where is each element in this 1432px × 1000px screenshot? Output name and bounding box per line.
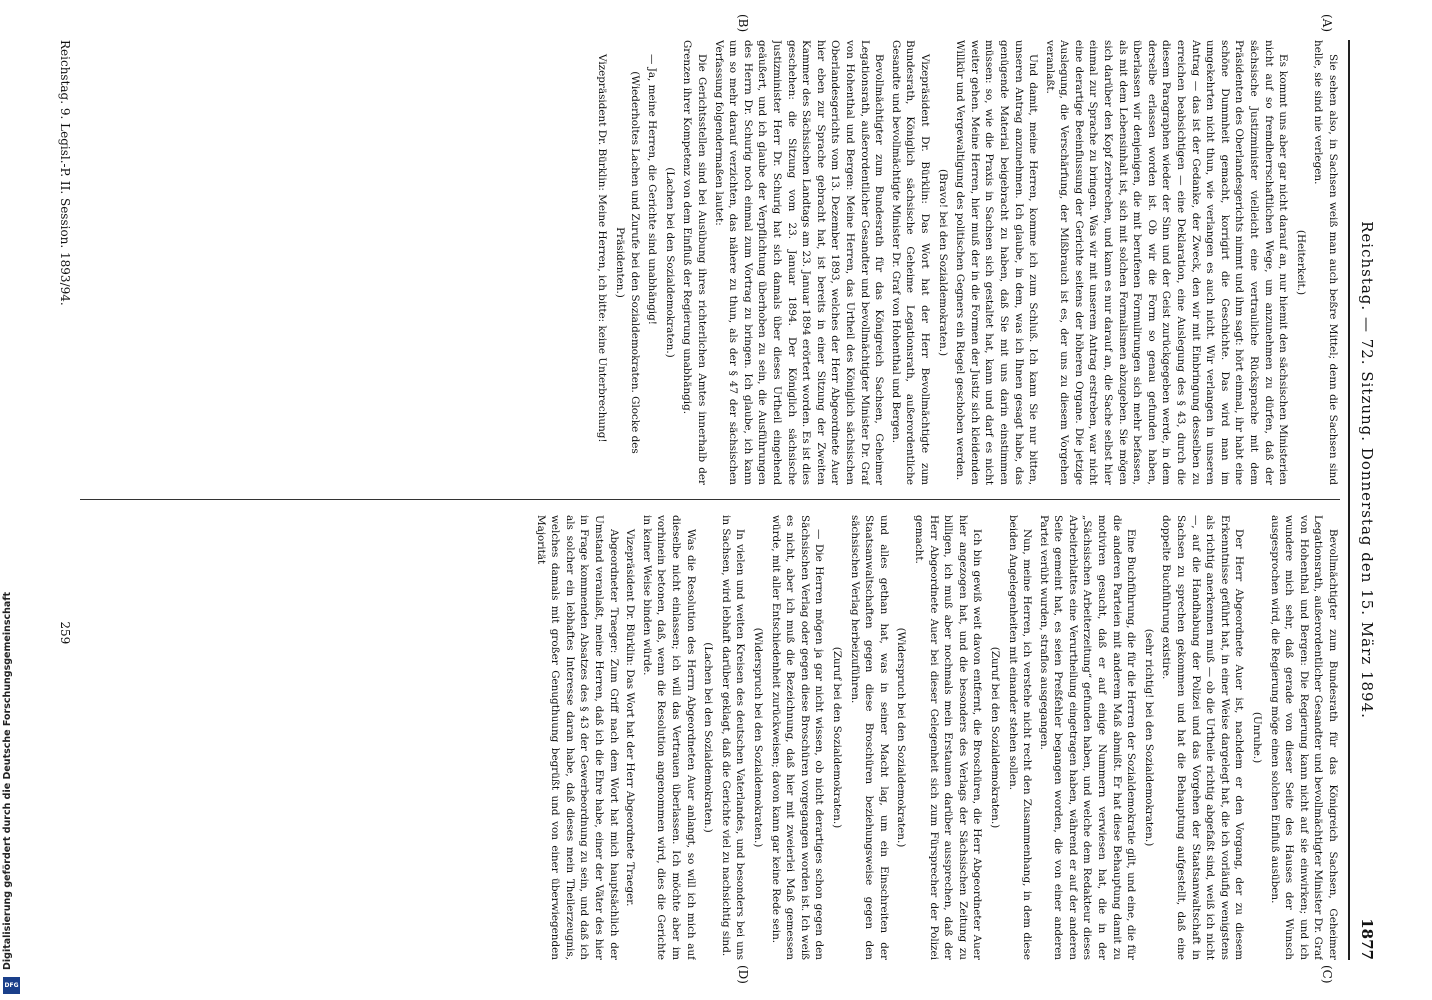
interjection: (Lachen bei den Sozialdemokraten.) (702, 642, 715, 833)
interjection: (Zuruf bei den Sozialdemokraten.) (831, 646, 843, 829)
paragraph: — Die Herren mögen ja gar nicht wissen, ob nicht derartiges schon gegen den Sächsischen Verlag oder gegen diese Broschüren vorgegangen worden ist. Ich weiß es nicht, aber ich muß die Bezeichnung, daß hier mit zweierlei Maß gemessen würde, mit aller Entschiedenheit zurückweisen; davon kann gar keine Rede sein. (769, 515, 826, 960)
dfg-logo-icon: DFG (3, 977, 20, 994)
page-title: Reichstag. — 72. Sitzung. Donnerstag den 15. März 1894. (1358, 221, 1376, 719)
interjection: (Wiederholtes Lachen und Zurufe bei den Sozialdemokraten. Glocke des Präsidenten.) (614, 71, 641, 454)
page-footer (58, 40, 72, 960)
interjection: (Unruhe.) (1251, 711, 1264, 764)
quotation: Die Gerichtsstellen sind bei Ausübung ihres richterlichen Amtes innerhalb der Grenzen ihrer Kompetenz von dem Einfluß der Regierung unabhängig. (681, 40, 709, 485)
paragraph: Vizepräsident Dr. Bürklin: Meine Herren, ich bitte: keine Unterbrechung! (596, 54, 609, 443)
right-column (80, 515, 1340, 960)
funding-notice: Digitalisierung gefördert durch die Deutsche Forschungsgemeinschaft (2, 592, 13, 970)
margin-letter-b: (B) (736, 14, 750, 33)
paragraph: Was die Resolution des Herrn Abgeordneten Auer anlangt, so will ich mich auf dieselbe nicht einlassen; ich will das Vertrauen überlassen. Ich möchte aber im vorhinein betonen, daß, wenn die Resolution angenommen wird, dies die Gerichte in keiner Weise binden würde. (640, 515, 697, 960)
footer-source: Reichstag. 9. Legisl.-P. II. Session. 1893/94. (58, 40, 72, 306)
paragraph: Abgeordneter Traeger: Zum Griff nach dem Wort hat mich hauptsächlich der Umstand veranlaßt, meine Herren, daß ich die Ehre habe, einer der Väter des hier in Frage kommenden Absatzes des § 43 der Gewerbeordnung zu sein, und daß ich als solcher ein lebhaftes Interesse daran habe, daß dieses mein Theilerzeugnis, welches damals mit großer Genugthuung begrüßt und von einer überwiegenden Majorität (534, 515, 620, 960)
page-number: 1877 (1358, 918, 1376, 960)
interjection: (Widerspruch bei den Sozialdemokraten.) (752, 627, 765, 848)
paragraph: Eine Buchführung, die für die Herren der Sozialdemokratie gilt, und eine, die für die anderen Parteien mit anderem Maß abmißt. Er hat diese Behauptung damit zu motiviren gesucht, daß er auf einige Nummern verwiesen hat, die in der „Sächsischen Arbeiterzeitung“ gefunden haben, und welche dem Redakteur dieses Arbeiterblattes eine Verurtheilung eingetragen haben, während er auf der anderen Seite gemeint hat, es seien Preßfehler begangen worden, die von einer anderen Partei verübt wurden, straflos ausgegangen. (1037, 515, 1138, 960)
paragraph: Nun, meine Herren, ich verstehe nicht recht den Zusammenhang, in dem diese beiden Angelegenheiten mit einander stehen sollen. (1006, 515, 1034, 960)
paragraph: — Ja, meine Herren, die Gerichte sind unabhängig! (646, 54, 659, 325)
interjection: (Heiterkeit.) (1294, 229, 1307, 296)
paragraph: Vizepräsident Dr. Bürklin: Das Wort hat der Herr Bevollmächtigte zum Bundesrath, Königlich sächsische Geheime Legationsrath, außerordentliche Gesandte und bevollmächtigte Minister Dr. Graf von Hohenthal und Bergen. (889, 40, 931, 485)
interjection: (Lachen bei den Sozialdemokraten.) (663, 167, 676, 358)
paragraph: Bevollmächtigter zum Bundesrath für das Königreich Sachsen, Geheimer Legationsrath, außerordentlicher Gesandter und bevollmächtigter Minister Dr. Graf von Hohenthal und Bergen: Die Regierung kann nicht auf sie einwirken; und ich wundere mich sehr, daß gerade von dieser Seite des Hauses der Wunsch ausgesprochen wird, die Regierung möge einen solchen Einfluß ausüben. (1268, 515, 1339, 960)
margin-letter-c: (C) (1320, 965, 1334, 984)
paragraph: Vizepräsident Dr. Bürklin: Das Wort hat der Herr Abgeordnete Traeger. (624, 529, 637, 907)
margin-letter-a: (A) (1320, 14, 1334, 33)
column-divider (80, 499, 1340, 500)
interjection: (Widerspruch bei den Sozialdemokraten.) (895, 627, 908, 848)
paragraph: Der Herr Abgeordnete Auer ist, nachdem er den Vorgang, der zu diesem Erkenntnisse geführt hat, in einer Weise dargelegt hat, die ich vorläufig wenigstens als richtig anerkennen muß — ob die Urtheile richtig abgefaßt sind, weiß ich nicht —, auf die Handhabung der Polizei und das Vorgehen der Staatsanwaltschaft in Sachsen zu sprechen gekommen und hat die Behauptung aufgestellt, daß eine doppelte Buchführung existire. (1160, 515, 1246, 960)
paragraph: Es kommt uns aber gar nicht darauf an, nur hiemit den sächsischen Ministerien nicht auf so fremdherrschaftlichen Wege, um anzunehmen zu dürfen, daß der sächsische Justizminister vielleicht eine vertrauliche Rücksprache mit dem Präsidenten des Oberlandesgerichts nimmt und ihm sagt: hört einmal, ihr habt eine schöne Dummheit gemacht, korrigirt die Geschichte. Das wird man im umgekehrten nicht thun, wie verlangen es auch nicht. Wir verlangen in unseren Antrag — das ist der Gedanke, der Zweck, den wir mit Einbringung desselben zu erreichen beabsichtigen — eine Deklaration, eine Auslegung des § 43, durch die diesem Paragraphen wieder der Sinn und der Geist zurückgegeben werde, in dem derselbe erlassen worden ist. Ob wir die Form so genau gefunden haben, überlassen wir denjenigen, die mit berufenen Formulirungen sich mehr befassen, als mit dem Lebensinhalt ist, sich mit solchen Formalismen abzugeben. Sie mögen sich darüber den Kopf zerbrechen, und kann es nur darauf an, die Sache selbst hier einmal zur Sprache zu bringen. Was wir mit unserem Antrag erstreben, war nicht eine derartige Beeinflussung der Gerichte seitens der höheren Organe. Die jetzige Auslegung, die Verschärfung, der Mißbrauch ist es, der uns zu diesem Vorgehen veranlaßt. (1043, 40, 1290, 485)
left-column (80, 40, 1340, 485)
interjection: (Bravo! bei den Sozialdemokraten.) (936, 168, 949, 357)
margin-letter-d: (D) (736, 965, 750, 984)
paragraph: Bevollmächtigter zum Bundesrath für das Königreich Sachsen, Geheimer Legationsrath, außerordentlicher Gesandter und bevollmächtigter Minister Dr. Graf von Hohenthal und Bergen: Meine Herren, das Urtheil des Königlich sächsischen Oberlandesgerichts vom 13. Dezember 1893, welches der Herr Abgeordnete Auer hier eben zur Sprache gebracht hat, ist bereits in einer Sitzung der Zweiten Kammer des Sächsischen Landtags am 23. Januar 1894 erörtert worden. Es ist dies geschehen: die Sitzung vom 23. Januar 1894. Der Königlich sächsische Justizminister Herr Dr. Schurig hat sich damals über dieses Urtheil eingehend geäußert, und ich glaube der Verpflichtung überhoben zu sein, die Ausführungen des Herrn Dr. Schurig noch einmal zum Vortrag zu bringen. Ich glaube, ich kann um so mehr darauf verzichten, das nähere zu thun, als der § 47 der sächsischen Verfassung folgendermaßen lautet: (712, 40, 886, 485)
footer-sheet-number: 259 (58, 621, 72, 645)
paragraph: Ich bin gewiß weit davon entfernt, die Broschüren, die Herr Abgeordneter Auer hier angezogen hat, und die besonders des Verlags der Sächsischen Zeitung zu billigen, ich muß aber nochmals mein Erstaunen darüber aussprechen, daß der Herr Abgeordnete Auer bei dieser Gelegenheit sich zum Fürsprecher der Polizei gemacht. (912, 515, 984, 960)
digitization-sidebar (0, 0, 24, 1000)
interjection: (Zuruf bei den Sozialdemokraten.) (988, 646, 1001, 829)
paragraph: In vielen und weiten Kreisen des deutschen Vaterlandes, und besonders bei uns in Sachsen, wird lebhaft darüber geklagt, daß die Gerichte viel zu nachsichtig sind. (719, 515, 747, 960)
paragraph: und alles gethan hat, was in seiner Macht lag, um ein Einschreiten der Staatsanwaltschaften gegen diese Broschüren beziehungsweise gegen den sächsischen Verlag herbeizuführen. (848, 515, 890, 960)
paragraph: Und damit, meine Herren, komme ich zum Schluß. Ich kann Sie nur bitten, unseren Antrag anzunehmen. Ich glaube, in dem, was ich Ihnen gesagt habe, das genügende Material beigebracht zu haben, daß Sie mit uns darin einstimmen müssen: so, wie die Praxis in Sachsen sich gestaltet hat, kann und darf es nicht weiter gehen. Meine Herren, hier muß der in die Formen der Justiz sich kleidenden Willkür und Vergewaltigung des politischen Gegners ein Riegel geschoben werden. (954, 40, 1040, 485)
interjection: (sehr richtig! bei den Sozialdemokraten.) (1142, 628, 1155, 847)
paragraph: Sie sehen also, in Sachsen weiß man auch beßre Mittel; denn die Sachsen sind helle, sie sind nie verlegen. (1312, 40, 1339, 485)
page-header (1348, 40, 1384, 960)
